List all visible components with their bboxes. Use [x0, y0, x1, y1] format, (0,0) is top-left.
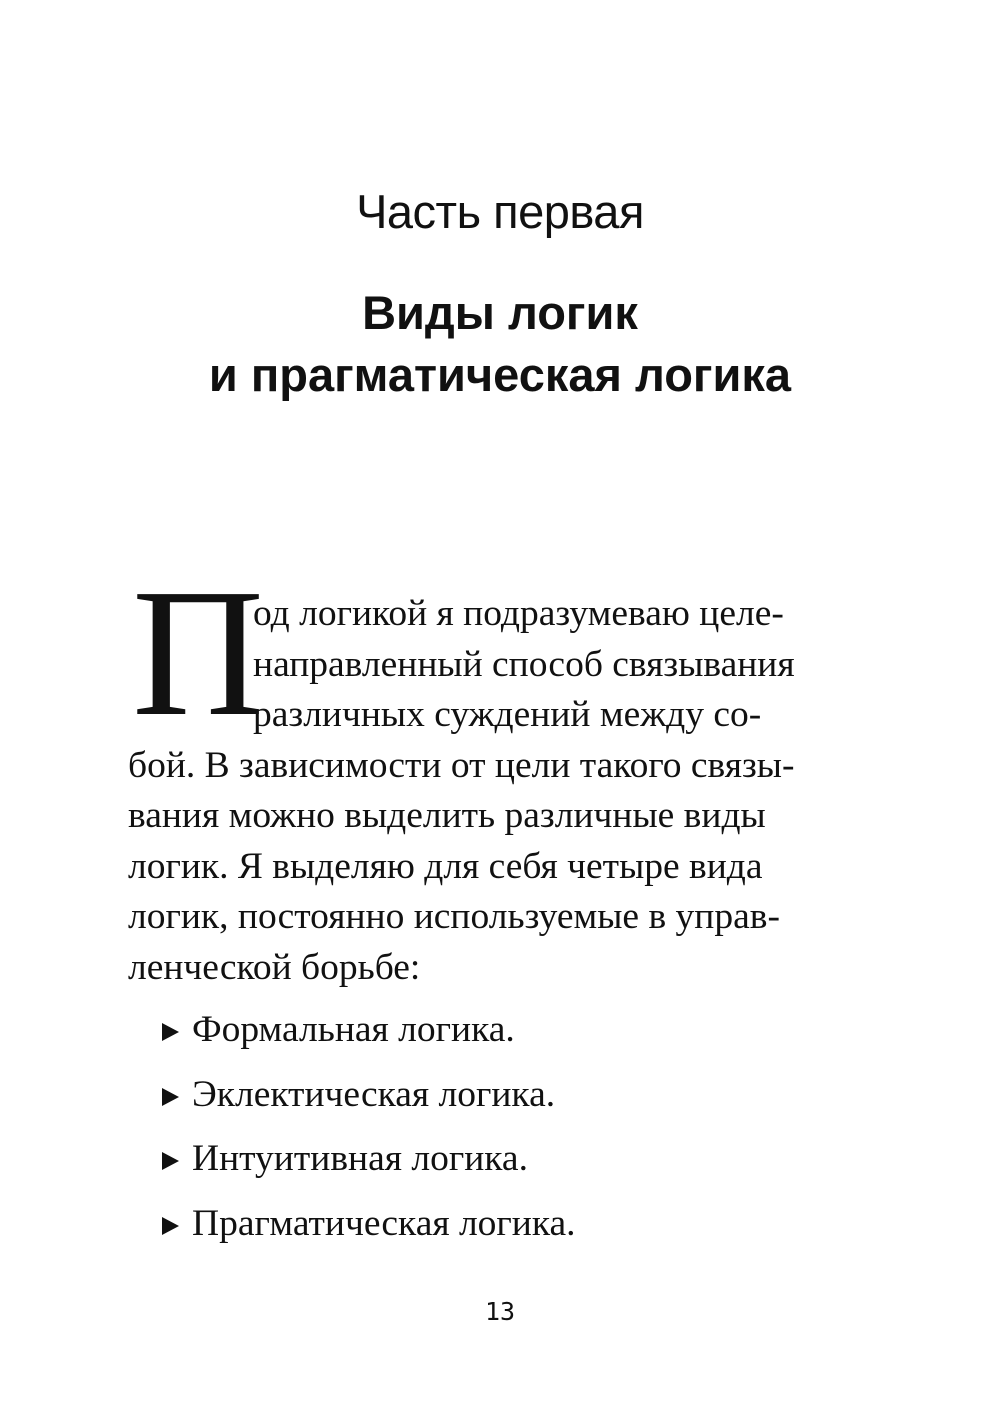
paragraph-line: направленный способ связывания — [253, 643, 795, 685]
paragraph-line: различных суждений между со- — [253, 694, 762, 735]
right-triangle-icon — [162, 1023, 179, 1041]
list-item-label: Формальная логика. — [192, 1009, 515, 1051]
paragraph-line: ленческой борьбе: — [128, 946, 421, 988]
list-item — [162, 998, 576, 1063]
page-number: 13 — [484, 1297, 516, 1326]
part-label: Часть первая — [356, 185, 644, 238]
list-item — [162, 1063, 576, 1128]
paragraph-line: логик. Я выделяю для себя четыре вида — [128, 845, 763, 887]
chapter-title-line-1: Виды логик — [362, 286, 638, 339]
paragraph-line: бой. В зависимости от цели такого связы- — [128, 744, 795, 786]
body-paragraph — [128, 589, 858, 993]
chapter-title-line-2: и прагматическая логика — [208, 348, 792, 401]
paragraph-line: логик, постоянно используемые в управ- — [128, 896, 780, 937]
chapter-title — [0, 282, 1000, 406]
list-item-label: Интуитивная логика. — [192, 1138, 528, 1180]
list-item-label: Прагматическая логика. — [192, 1202, 576, 1244]
paragraph-line: од логикой я подразумеваю целе- — [253, 593, 784, 634]
list-item-label: Эклектическая логика. — [192, 1073, 556, 1115]
paragraph-line: вания можно выделить различные виды — [128, 795, 766, 836]
list-item — [162, 1127, 576, 1192]
right-triangle-icon — [162, 1217, 179, 1235]
logic-types-list — [162, 998, 576, 1256]
list-item — [162, 1192, 576, 1257]
right-triangle-icon — [162, 1088, 179, 1106]
drop-cap: П — [132, 551, 265, 754]
right-triangle-icon — [162, 1152, 179, 1170]
